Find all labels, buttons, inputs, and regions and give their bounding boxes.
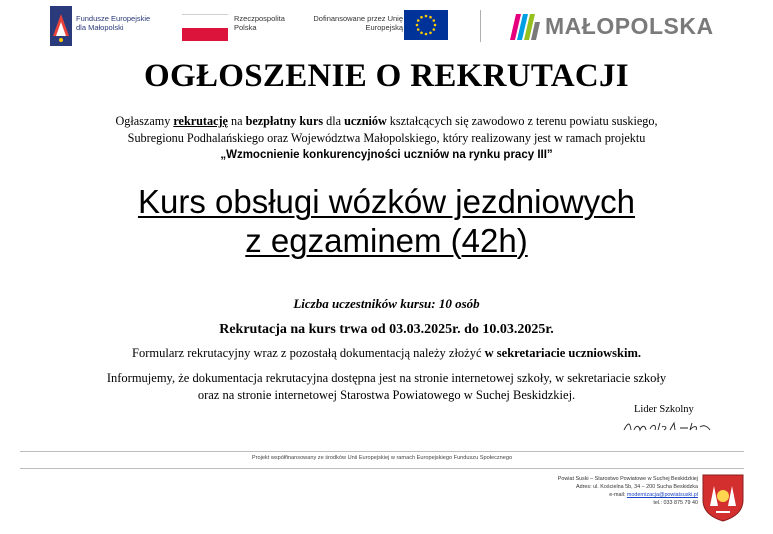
documentation-info <box>20 370 753 404</box>
address-line-2: Adres: ul. Kościelna 5b, 34 – 200 Sucha Beskidzka <box>576 484 698 490</box>
email-label: e-mail: <box>609 492 627 498</box>
intro-paragraph <box>30 113 743 164</box>
form-text: Formularz rekrutacyjny wraz z pozostałą dokumentacją należy złożyć <box>132 346 485 360</box>
intro-emphasis-students: uczniów <box>344 114 387 128</box>
email-link[interactable]: modernizacja@powiatsuski.pl <box>626 492 698 498</box>
page-title: OGŁOSZENIE O REKRUTACJI <box>144 58 629 94</box>
cofinancing-note: Projekt współfinansowany ze środków Unii Europejskiej w ramach Europejskiego Funduszu Społecznego <box>251 455 513 461</box>
intro-text: Ogłaszamy <box>115 114 174 128</box>
malopolska-logo-icon <box>508 10 542 42</box>
fundusze-europejskie-logo-icon <box>50 6 72 46</box>
address-phone: tel.: 033 875 79 40 <box>653 500 698 506</box>
intro-emphasis-free-course: bezpłatny kurs <box>245 114 324 128</box>
intro-line-1 <box>30 113 743 130</box>
handwritten-signature <box>622 419 712 433</box>
intro-emphasis-recruitment: rekrutację <box>173 114 228 128</box>
eu-cofinanced-text: Dofinansowane przez Unię Europejską <box>313 14 403 32</box>
documentation-info-line-2: oraz na stronie internetowej Starostwa Powiatowego w Suchej Beskidzkiej. <box>197 388 576 402</box>
course-title <box>0 182 773 260</box>
intro-text: dla <box>323 114 345 128</box>
footer-divider-bottom <box>20 468 744 469</box>
recruitment-period: Rekrutacja na kurs trwa od 03.03.2025r. do 10.03.2025r. <box>219 322 554 337</box>
eu-flag-icon <box>404 10 448 40</box>
malopolska-text: MAŁOPOLSKA <box>545 13 714 39</box>
course-title-line-1: Kurs obsługi wózków jezdniowych <box>137 183 636 220</box>
participants-count: Liczba uczestników kursu: 10 osób <box>293 296 480 311</box>
fundusze-europejskie-text: Fundusze Europejskie dla Małopolski <box>76 14 151 32</box>
intro-line-2: Subregionu Podhalańskiego oraz Województwa Małopolskiego, który realizowany jest w ramach projektu <box>127 131 646 145</box>
form-submission-info <box>20 346 753 361</box>
footer-address <box>510 475 698 507</box>
address-line-1: Powiat Suski – Starostwo Powiatowe w Suchej Beskidzkiej <box>557 476 698 482</box>
logo-bar <box>0 0 773 52</box>
intro-text: kształcących się zawodowo z terenu powiatu suskiego, <box>386 114 658 128</box>
footer-divider-top <box>20 451 744 452</box>
powiat-suski-crest-icon <box>700 472 746 522</box>
intro-text: na <box>227 114 246 128</box>
logo-separator <box>480 10 481 42</box>
rzeczpospolita-text: Rzeczpospolita Polska <box>234 14 285 32</box>
course-title-line-2: z egzaminem (42h) <box>245 222 528 259</box>
form-location: w sekretariacie uczniowskim. <box>484 346 641 360</box>
project-name: „Wzmocnienie konkurencyjności uczniów na rynku pracy III” <box>220 149 553 161</box>
documentation-info-line-1: Informujemy, że dokumentacja rekrutacyjna dostępna jest na stronie internetowej szkoły, w sekretariacie szkoły <box>106 371 667 385</box>
address-email-row <box>510 491 698 499</box>
polish-flag-icon <box>182 14 228 40</box>
leader-role: Lider Szkolny <box>634 404 694 415</box>
